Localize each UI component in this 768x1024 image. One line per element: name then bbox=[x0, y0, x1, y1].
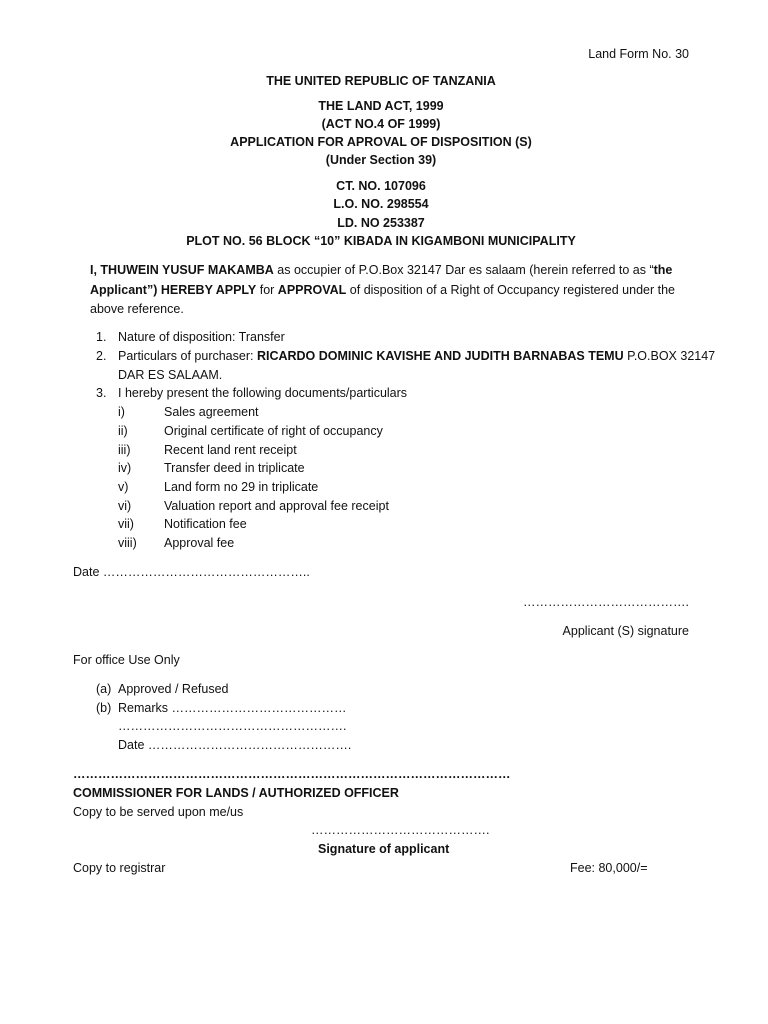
document-number: vi) bbox=[118, 499, 132, 513]
list-item bbox=[0, 461, 700, 480]
plot-reference: PLOT NO. 56 BLOCK “10” KIBADA IN KIGAMBONI MUNICIPALITY bbox=[186, 234, 576, 248]
purchaser-names: RICARDO DOMINIC KAVISHE AND JUDITH BARNABAS TEMU bbox=[256, 349, 624, 363]
item-1-number: 1. bbox=[96, 330, 107, 344]
document-text: Notification fee bbox=[164, 517, 247, 531]
intro-text-1: as occupier of P.O.Box 32147 Dar es salaam (herein referred to as “ bbox=[273, 263, 654, 277]
document-text: Approval fee bbox=[164, 536, 235, 550]
office-use-heading: For office Use Only bbox=[73, 653, 180, 667]
item-2-text bbox=[118, 349, 715, 363]
document-text: Original certificate of right of occupancy bbox=[164, 424, 383, 438]
document-number: iv) bbox=[118, 461, 132, 475]
applicant-signature-dots-2: ……………………………………. bbox=[311, 823, 490, 837]
document-number: viii) bbox=[118, 536, 137, 550]
list-item bbox=[0, 405, 700, 424]
ct-number: CT. NO. 107096 bbox=[336, 179, 426, 193]
applicant-name: I, THUWEIN YUSUF MAKAMBA bbox=[90, 263, 274, 277]
the-applicant-label: the Applicant”) bbox=[90, 263, 673, 297]
copy-served-text: Copy to be served upon me/us bbox=[73, 805, 244, 819]
document-number: i) bbox=[118, 405, 125, 419]
commissioner-label: COMMISSIONER FOR LANDS / AUTHORIZED OFFICER bbox=[73, 786, 399, 800]
application-title: APPLICATION FOR APROVAL OF DISPOSITION (S) bbox=[230, 135, 532, 149]
document-text: Sales agreement bbox=[164, 405, 259, 419]
office-item-a-number: (a) bbox=[96, 682, 112, 696]
copy-to-registrar: Copy to registrar bbox=[73, 861, 166, 875]
list-item bbox=[0, 480, 700, 499]
republic-heading: THE UNITED REPUBLIC OF TANZANIA bbox=[266, 74, 496, 88]
ld-number: LD. NO 253387 bbox=[337, 216, 425, 230]
form-number: Land Form No. 30 bbox=[588, 47, 689, 61]
intro-text-3: of disposition of a Right of Occupancy registered under the above reference. bbox=[90, 282, 675, 316]
applicant-signature-label: Applicant (S) signature bbox=[562, 624, 689, 638]
approval-word: APPROVAL bbox=[277, 282, 347, 297]
document-text: Valuation report and approval fee receipt bbox=[164, 499, 389, 513]
remarks-field: Remarks …………………………………… bbox=[118, 701, 347, 715]
office-item-b-number: (b) bbox=[96, 701, 112, 715]
purchaser-address: P.O.BOX 32147 bbox=[623, 349, 716, 363]
item-2-label: Particulars of purchaser: bbox=[118, 349, 257, 363]
intro-paragraph bbox=[90, 261, 690, 320]
office-date-field: Date …………………………………………. bbox=[118, 738, 352, 752]
list-item bbox=[0, 443, 700, 462]
document-text: Transfer deed in triplicate bbox=[164, 461, 305, 475]
applicant-signature-line: …………………………………. bbox=[523, 595, 689, 609]
document-number: iii) bbox=[118, 443, 131, 457]
document-text: Land form no 29 in triplicate bbox=[164, 480, 319, 494]
section-heading: (Under Section 39) bbox=[325, 153, 437, 167]
document-number: ii) bbox=[118, 424, 128, 438]
fee-amount: Fee: 80,000/= bbox=[570, 861, 648, 875]
list-item bbox=[0, 517, 700, 536]
purchaser-address-line-2: DAR ES SALAAM. bbox=[118, 368, 223, 382]
approved-refused: Approved / Refused bbox=[118, 682, 229, 696]
remarks-line-2: ………………………………………………. bbox=[118, 719, 347, 733]
intro-text-2: for bbox=[256, 282, 278, 297]
list-item bbox=[0, 499, 700, 518]
signature-of-applicant-label: Signature of applicant bbox=[318, 842, 450, 856]
list-item bbox=[0, 424, 700, 443]
item-1-text: Nature of disposition: Transfer bbox=[118, 330, 285, 344]
commissioner-signature-line: …………………………………………………………………………………………… bbox=[73, 767, 511, 781]
list-item bbox=[0, 536, 700, 555]
item-2-number: 2. bbox=[96, 349, 107, 363]
document-number: vii) bbox=[118, 517, 134, 531]
lo-number: L.O. NO. 298554 bbox=[333, 197, 429, 211]
hereby-apply: HEREBY APPLY bbox=[157, 282, 257, 297]
act-number-heading: (ACT NO.4 OF 1999) bbox=[321, 117, 441, 131]
item-3-number: 3. bbox=[96, 386, 107, 400]
act-heading: THE LAND ACT, 1999 bbox=[318, 99, 444, 113]
date-field: Date ………………………………………….. bbox=[73, 565, 310, 579]
document-number: v) bbox=[118, 480, 129, 494]
item-3-text: I hereby present the following documents/particulars bbox=[118, 386, 408, 400]
document-text: Recent land rent receipt bbox=[164, 443, 297, 457]
